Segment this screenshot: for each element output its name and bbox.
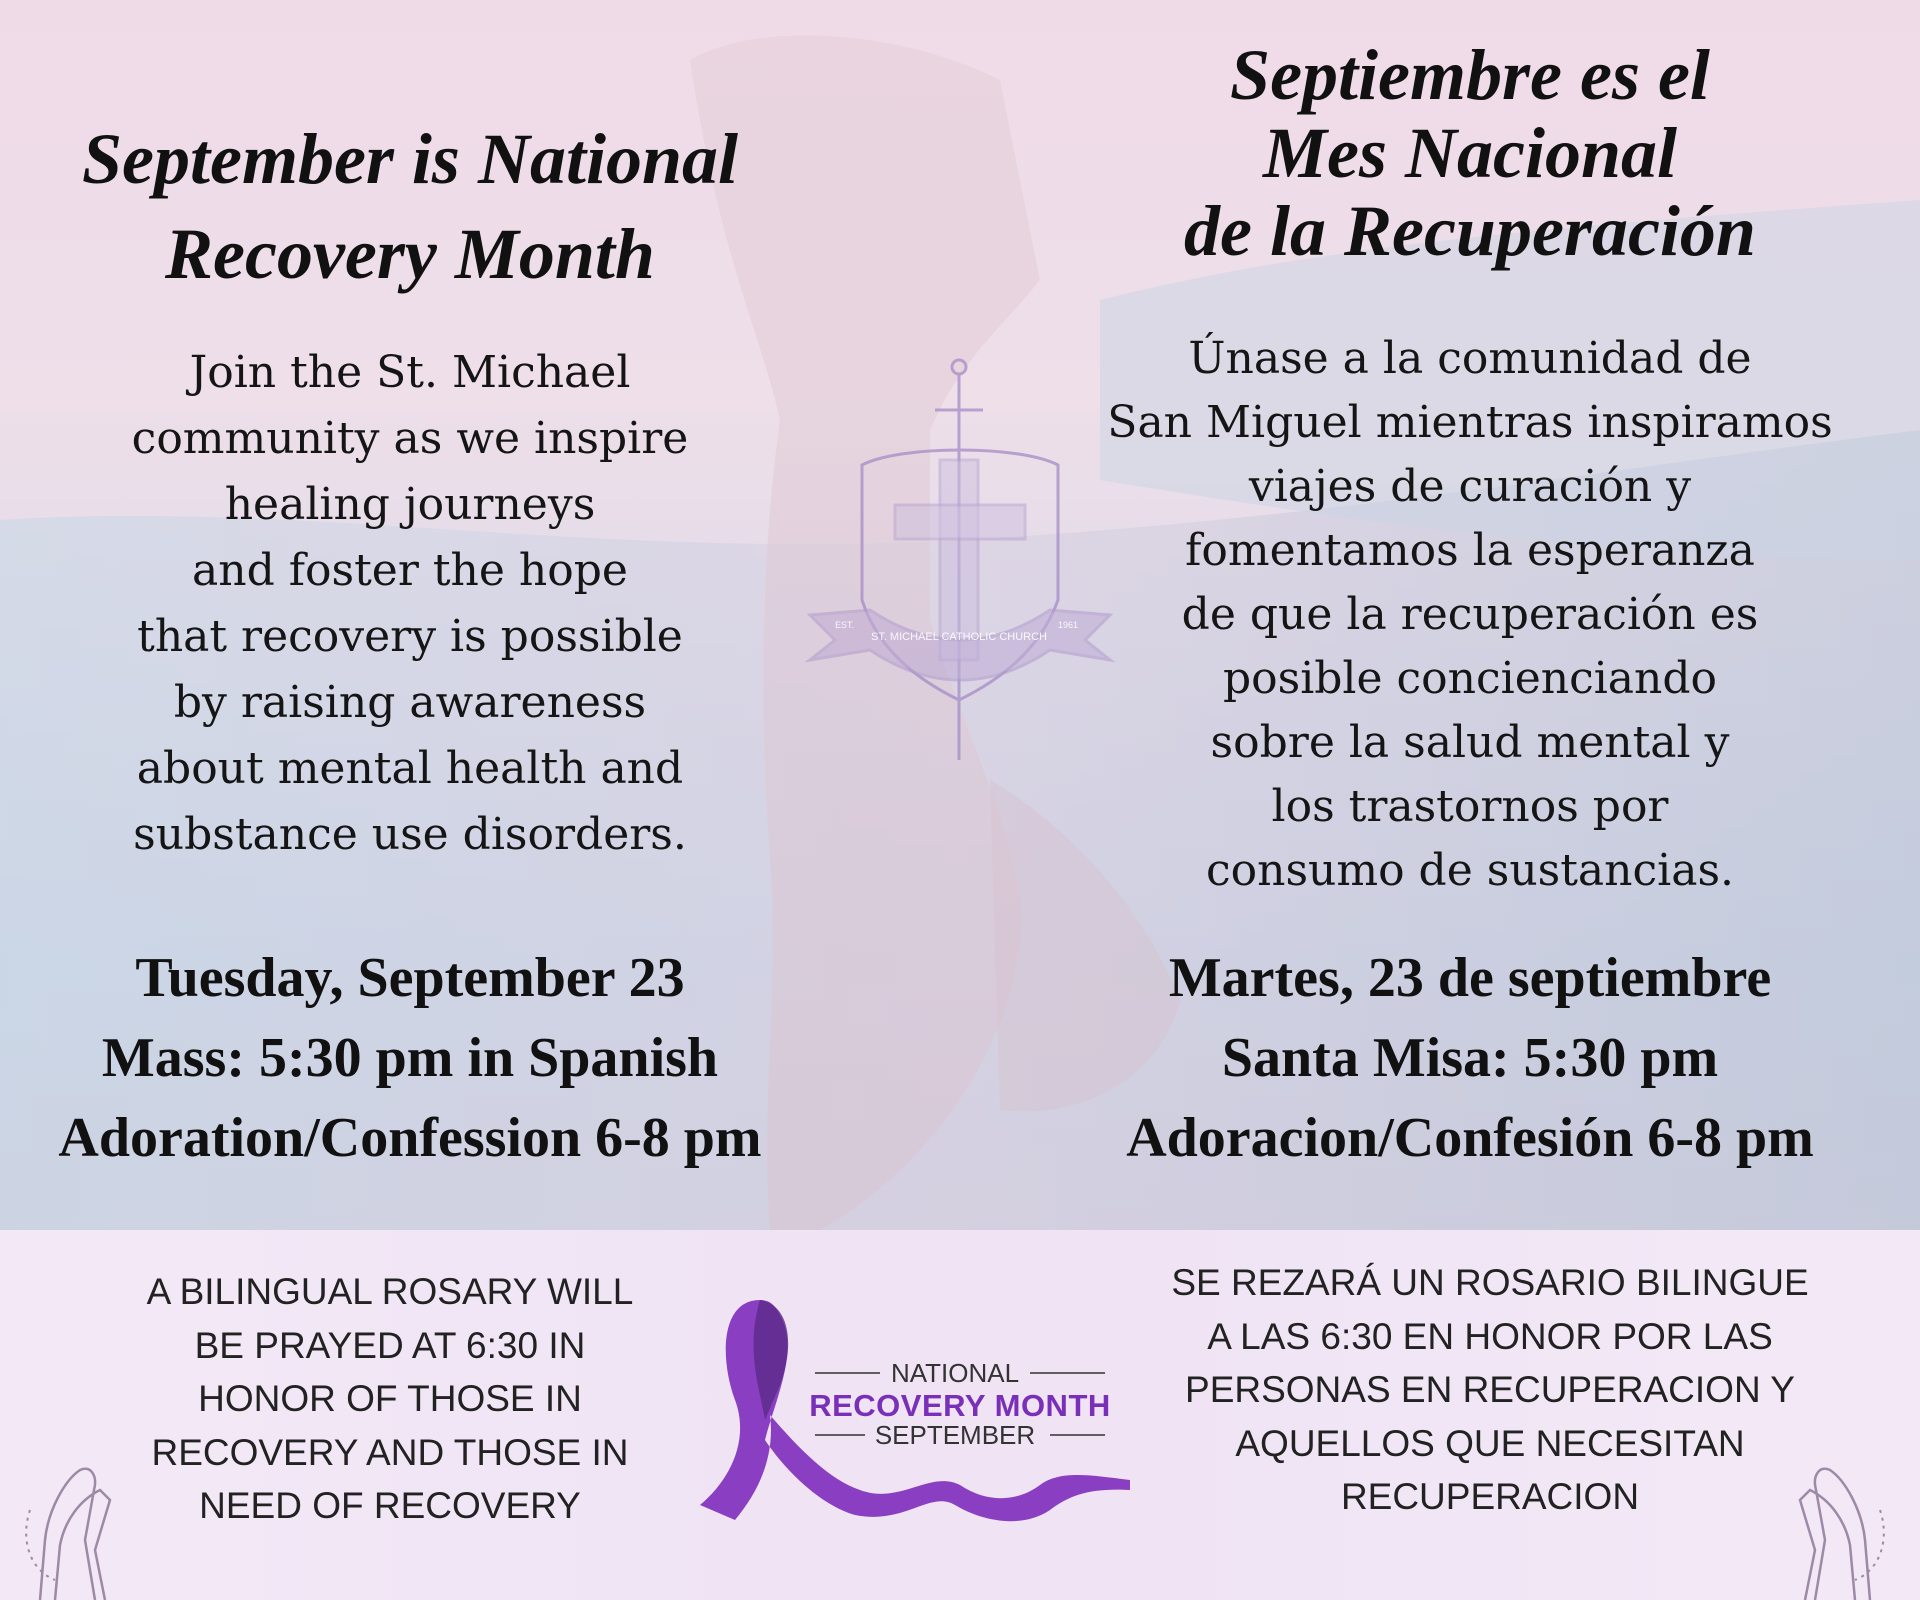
spanish-rosary-line: AQUELLOS QUE NECESITAN xyxy=(1235,1422,1745,1464)
spanish-rosary-line: RECUPERACION xyxy=(1340,1476,1640,1517)
recovery-logo-national: NATIONAL xyxy=(890,1358,1020,1388)
english-title xyxy=(40,112,780,302)
spanish-title-line: de la Recuperación xyxy=(1184,191,1756,271)
spanish-title-line: Septiembre es el xyxy=(1230,35,1710,115)
spanish-event-details xyxy=(1090,938,1850,1178)
crest-year-text: 1961 xyxy=(1058,620,1079,630)
english-event-adoration: Adoration/Confession 6-8 pm xyxy=(58,1107,762,1169)
recovery-logo-recovery-month: RECOVERY MONTH xyxy=(809,1388,1111,1423)
spanish-event-date: Martes, 23 de septiembre xyxy=(1168,947,1772,1009)
english-rosary-line: HONOR OF THOSE IN xyxy=(198,1378,582,1419)
crest-banner-text: ST. MICHAEL CATHOLIC CHURCH xyxy=(870,631,1048,643)
spanish-body-line: viajes de curación y xyxy=(1248,461,1692,512)
english-rosary-line: NEED OF RECOVERY xyxy=(199,1485,581,1526)
english-body-line: Join the St. Michael xyxy=(189,347,631,398)
spanish-rosary-line: A LAS 6:30 EN HONOR POR LAS xyxy=(1207,1315,1773,1357)
english-body-line: substance use disorders. xyxy=(133,809,687,860)
english-column xyxy=(40,112,780,302)
english-event-date: Tuesday, September 23 xyxy=(135,947,685,1009)
spanish-body-line: consumo de sustancias. xyxy=(1205,845,1735,896)
english-rosary-line: A BILINGUAL ROSARY WILL xyxy=(146,1271,634,1312)
spanish-body-line: fomentamos la esperanza xyxy=(1185,525,1755,576)
spanish-body-line: posible concienciando xyxy=(1222,653,1718,704)
spanish-body-line: Únase a la comunidad de xyxy=(1188,333,1752,384)
english-body-line: healing journeys xyxy=(224,479,596,530)
spanish-body xyxy=(1090,327,1850,903)
english-event-details xyxy=(30,938,790,1178)
spanish-body-line: de que la recuperación es xyxy=(1181,589,1759,640)
recovery-logo-september: SEPTEMBER xyxy=(874,1420,1036,1450)
spanish-title-line: Mes Nacional xyxy=(1263,113,1677,193)
english-body-line: by raising awareness xyxy=(173,677,647,728)
english-body xyxy=(40,340,780,868)
spanish-event-mass: Santa Misa: 5:30 pm xyxy=(1221,1027,1719,1089)
english-body-line: community as we inspire xyxy=(131,413,689,464)
spanish-body-line: sobre la salud mental y xyxy=(1210,717,1730,768)
english-event-mass: Mass: 5:30 pm in Spanish xyxy=(101,1027,719,1089)
english-rosary-notice xyxy=(90,1265,690,1533)
english-body-line: and foster the hope xyxy=(192,545,628,596)
spanish-rosary-line: SE REZARÁ UN ROSARIO BILINGUE xyxy=(1171,1262,1809,1303)
praying-hands-icon xyxy=(10,1430,120,1600)
spanish-body-line: San Miguel mientras inspiramos xyxy=(1107,397,1833,448)
spanish-rosary-notice xyxy=(1130,1256,1850,1524)
praying-hands-icon xyxy=(1790,1440,1900,1600)
spanish-column xyxy=(1090,36,1850,270)
english-title-line: Recovery Month xyxy=(165,214,655,294)
english-rosary-line: RECOVERY AND THOSE IN xyxy=(151,1431,629,1473)
english-title-line: September is National xyxy=(81,119,738,199)
english-body-line: that recovery is possible xyxy=(137,611,683,662)
spanish-event-adoration: Adoracion/Confesión 6-8 pm xyxy=(1126,1107,1814,1169)
spanish-body-line: los trastornos por xyxy=(1271,781,1669,832)
english-rosary-line: BE PRAYED AT 6:30 IN xyxy=(194,1324,586,1366)
spanish-rosary-line: PERSONAS EN RECUPERACION Y xyxy=(1185,1369,1795,1410)
crest-est-text: EST. xyxy=(835,620,855,630)
spanish-title xyxy=(1090,36,1850,270)
english-body-line: about mental health and xyxy=(136,743,684,794)
